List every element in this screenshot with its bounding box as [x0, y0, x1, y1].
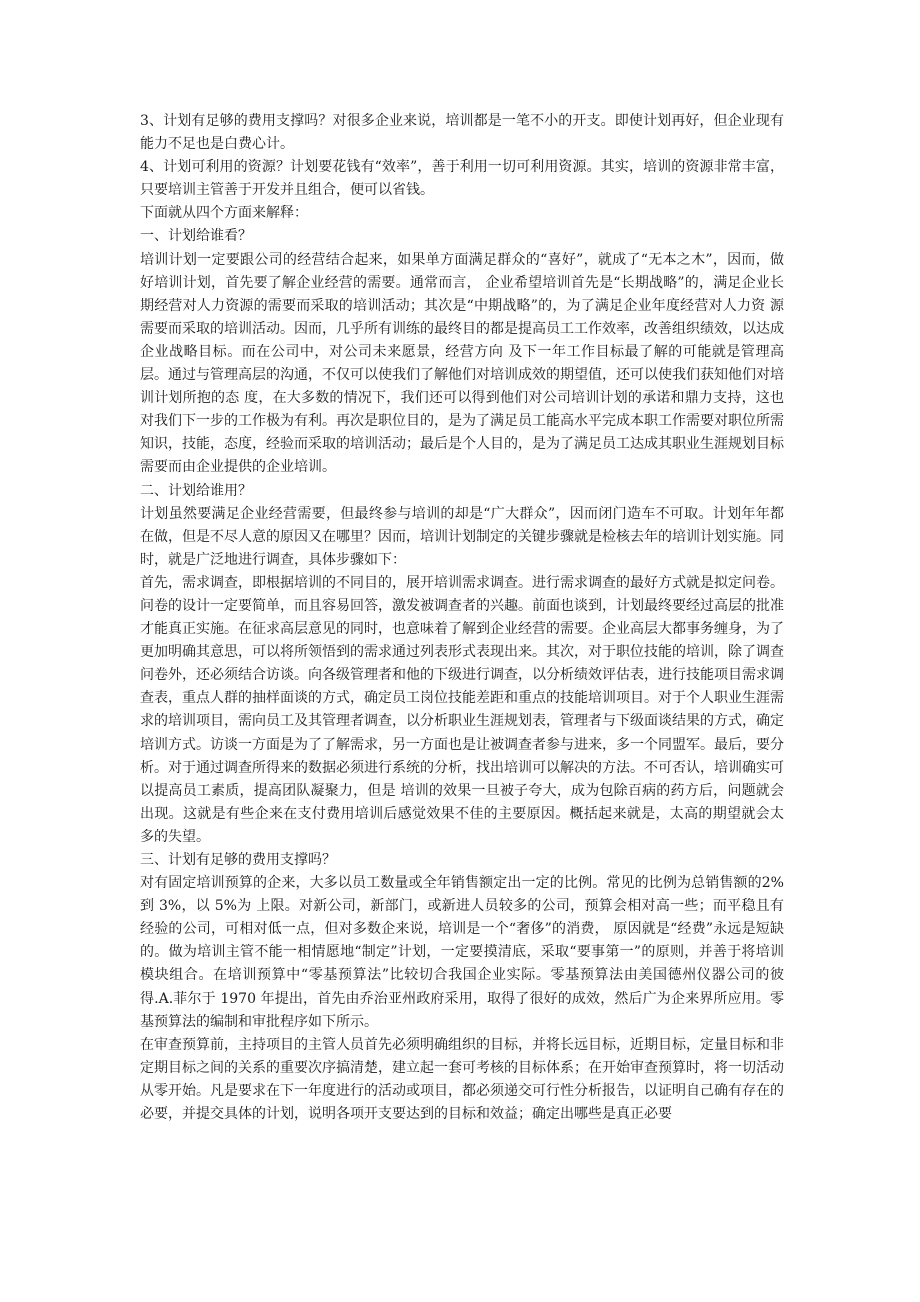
paragraph-section-1: 培训计划一定要跟公司的经营结合起来，如果单方面满足群众的“喜好”，就成了“无本之木”，因而，做好培训计划，首先要了解企业经营的需要。通常而言， 企业希望培训首先是“长期战略”的，满足企业长期经营对人力资源的需要而采取的培训活动；其次是“中期战略”的，为了满足企业年度经营对人力资 源需要而采取的培训活动。因而，几乎所有训练的最终目的都是提高员工工作效率，改善组织绩效，以达成企业战略目标。而在公司中，对公司未来愿景，经营方向 及下一年工作目标最了解的可能就是管理高层。通过与管理高层的沟通，不仅可以使我们了解他们对培训成效的期望值，还可以使我们获知他们对培训计划所抱的态 度，在大多数的情况下，我们还可以得到他们对公司培训计划的承诺和鼎力支持，这也对我们下一步的工作极为有利。再次是职位目的，是为了满足员工能高水平完成本职工作需要对职位所需知识，技能，态度，经验而采取的培训活动；最后是个人目的，是为了满足员工达成其职业生涯规划目标需要而由企业提供的企业培训。	[140, 251, 784, 476]
paragraph-item-3: 3、计划有足够的费用支撑吗？对很多企业来说，培训都是一笔不小的开支。即使计划再好，但企业现有能力不足也是白费心计。	[140, 113, 784, 153]
document-body	[140, 110, 784, 1126]
paragraph-section-2a: 计划虽然要满足企业经营需要，但最终参与培训的却是“广大群众”，因而闭门造车不可取。计划年年都在做，但是不尽人意的原因又在哪里？因而，培训计划制定的关键步骤就是检核去年的培训计划实施。同时，就是广泛地进行调查，具体步骤如下：	[140, 505, 784, 568]
paragraph-section-3b: 在审查预算前，主持项目的主管人员首先必须明确组织的目标，并将长远目标，近期目标，定量目标和非定期目标之间的关系的重要次序搞清楚，建立起一套可考核的目标体系；在开始审查预算时，将一切活动从零开始。凡是要求在下一年度进行的活动或项目，都必须递交可行性分析报告，以证明自己确有存在的必要，并提交具体的计划，说明各项开支要达到的目标和效益；确定出哪些是真正必要	[140, 1036, 784, 1123]
section-heading-3: 三、计划有足够的费用支撑吗？	[140, 852, 336, 868]
section-heading-2: 二、计划给谁用？	[140, 482, 252, 499]
paragraph-intro: 下面就从四个方面来解释：	[140, 205, 308, 222]
paragraph-section-3a: 对有固定培训预算的企来，大多以员工数量或全年销售额定出一定的比例。常见的比例为总销售额的2%到 3%，以 5%为 上限。对新公司，新部门，或新进人员较多的公司，预算会相对高一些；而平稳且有经验的公司，可相对低一点，但对多数企来说，培训是一个“奢侈”的消费， 原因就是“经费”永远是短缺的。做为培训主管不能一相情愿地“制定”计划，一定要摸清底，采取“要事第一”的原则，并善于将培训模块组合。在培训预算中“零基预算法”比较切合我国企业实际。零基预算法由美国德州仪器公司的彼得.A.菲尔于 1970 年提出，首先由乔治亚州政府采用，取得了很好的成效，然后广为企来界所应用。零基预算法的编制和审批程序如下所示。	[140, 875, 784, 1030]
paragraph-section-2b: 首先，需求调查，即根据培训的不同目的，展开培训需求调查。进行需求调查的最好方式就是拟定问卷。问卷的设计一定要简单，而且容易回答，激发被调查者的兴趣。前面也谈到，计划最终要经过高层的批准才能真正实施。在征求高层意见的同时，也意味着了解到企业经营的需要。企业高层大都事务缠身，为了更加明确其意思，可以将所领悟到的需求通过列表形式表现出来。其次，对于职位技能的培训，除了调查问卷外，还必须结合访谈。向各级管理者和他的下级进行调查，以分析绩效评估表，进行技能项目需求调查表，重点人群的抽样面谈的方式，确定员工岗位技能差距和重点的技能培训项目。对于个人职业生涯需求的培训项目，需向员工及其管理者调查，以分析职业生涯规划表，管理者与下级面谈结果的方式，确定培训方式。访谈一方面是为了了解需求，另一方面也是让被调查者参与进来，多一个同盟军。最后，要分析。对于通过调查所得来的数据必须进行系统的分析，找出培训可以解决的方法。不可否认，培训确实可以提高员工素质，提高团队凝聚力，但是 培训的效果一旦被子夸大，成为包除百病的药方后，问题就会出现。这就是有些企来在支付费用培训后感觉效果不佳的主要原因。概括起来就是，太高的期望就会太 多的失望。	[140, 574, 784, 845]
section-heading-1: 一、计划给谁看？	[140, 228, 252, 245]
paragraph-item-4: 4、计划可利用的资源？计划要花钱有“效率”，善于利用一切可利用资源。其实，培训的资源非常丰富，只要培训主管善于开发并且组合，便可以省钱。	[140, 159, 784, 199]
